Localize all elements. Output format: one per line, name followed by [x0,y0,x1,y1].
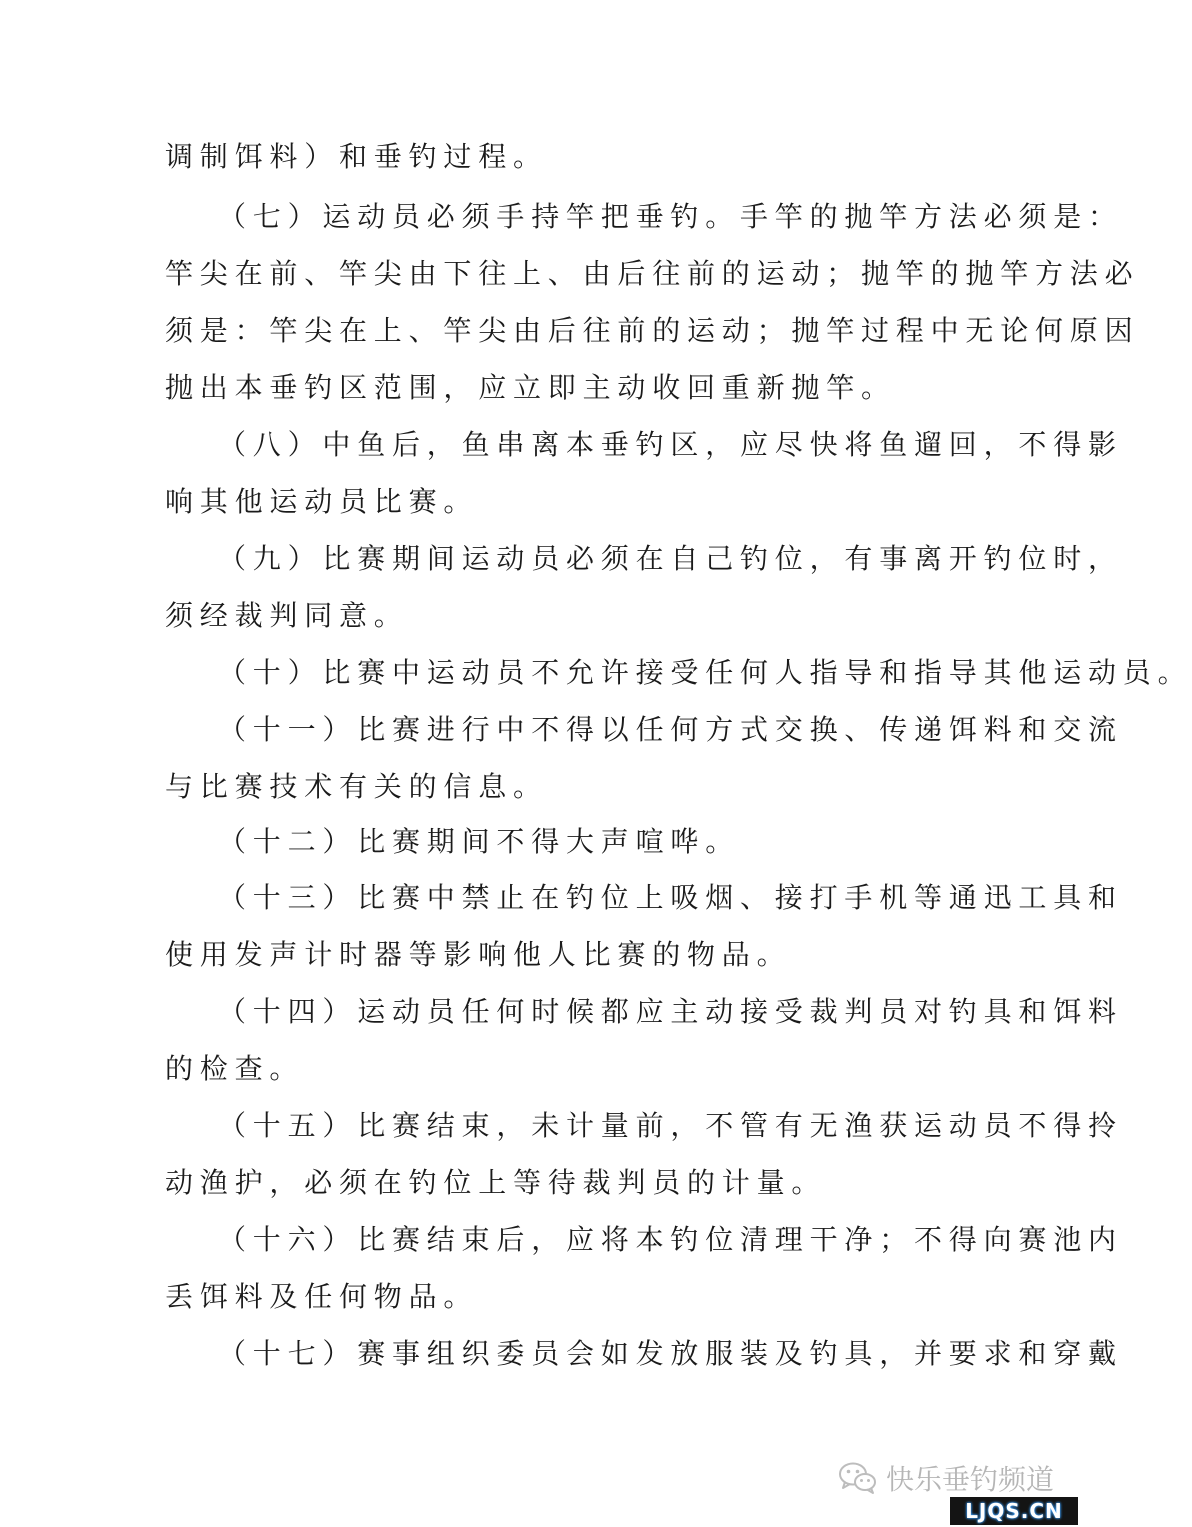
text-line: （十五）比赛结束，未计量前，不管有无渔获运动员不得拎 [218,1109,1123,1142]
text-line: 调制饵料）和垂钓过程。 [165,140,548,173]
text-line: 抛出本垂钓区范围，应立即主动收回重新抛竿。 [165,371,896,404]
text-line: 竿尖在前、竿尖由下往上、由后往前的运动；抛竿的抛竿方法必 [165,257,1140,290]
text-line: （十六）比赛结束后，应将本钓位清理干净；不得向赛池内 [218,1223,1123,1256]
text-line: 的检查。 [165,1052,305,1085]
watermark-text: 快乐垂钓频道 [886,1463,1055,1496]
text-line: （七）运动员必须手持竿把垂钓。手竿的抛竿方法必须是： [218,200,1123,233]
text-line: 须经裁判同意。 [165,599,409,632]
text-line: （十三）比赛中禁止在钓位上吸烟、接打手机等通迅工具和 [218,881,1123,914]
channel-watermark [838,1458,1054,1498]
text-line: 须是：竿尖在上、竿尖由后往前的运动；抛竿过程中无论何原因 [165,314,1140,347]
text-line: （十二）比赛期间不得大声喧哗。 [218,825,741,858]
text-line: （八）中鱼后，鱼串离本垂钓区，应尽快将鱼遛回，不得影 [218,428,1123,461]
text-line: 响其他运动员比赛。 [165,485,479,518]
site-badge: LJQS.CN [950,1497,1078,1525]
text-line: 丢饵料及任何物品。 [165,1280,479,1313]
text-line: 动渔护，必须在钓位上等待裁判员的计量。 [165,1166,827,1199]
text-line: 与比赛技术有关的信息。 [165,770,548,803]
text-line: （十四）运动员任何时候都应主动接受裁判员对钓具和饵料 [218,995,1123,1028]
text-line: （十七）赛事组织委员会如发放服装及钓具，并要求和穿戴 [218,1337,1123,1370]
text-line: （十一）比赛进行中不得以任何方式交换、传递饵料和交流 [218,713,1123,746]
wechat-icon [838,1461,878,1495]
text-line: （九）比赛期间运动员必须在自己钓位，有事离开钓位时， [218,542,1123,575]
text-line: （十）比赛中运动员不允许接受任何人指导和指导其他运动员。 [218,656,1192,689]
text-line: 使用发声计时器等影响他人比赛的物品。 [165,938,792,971]
